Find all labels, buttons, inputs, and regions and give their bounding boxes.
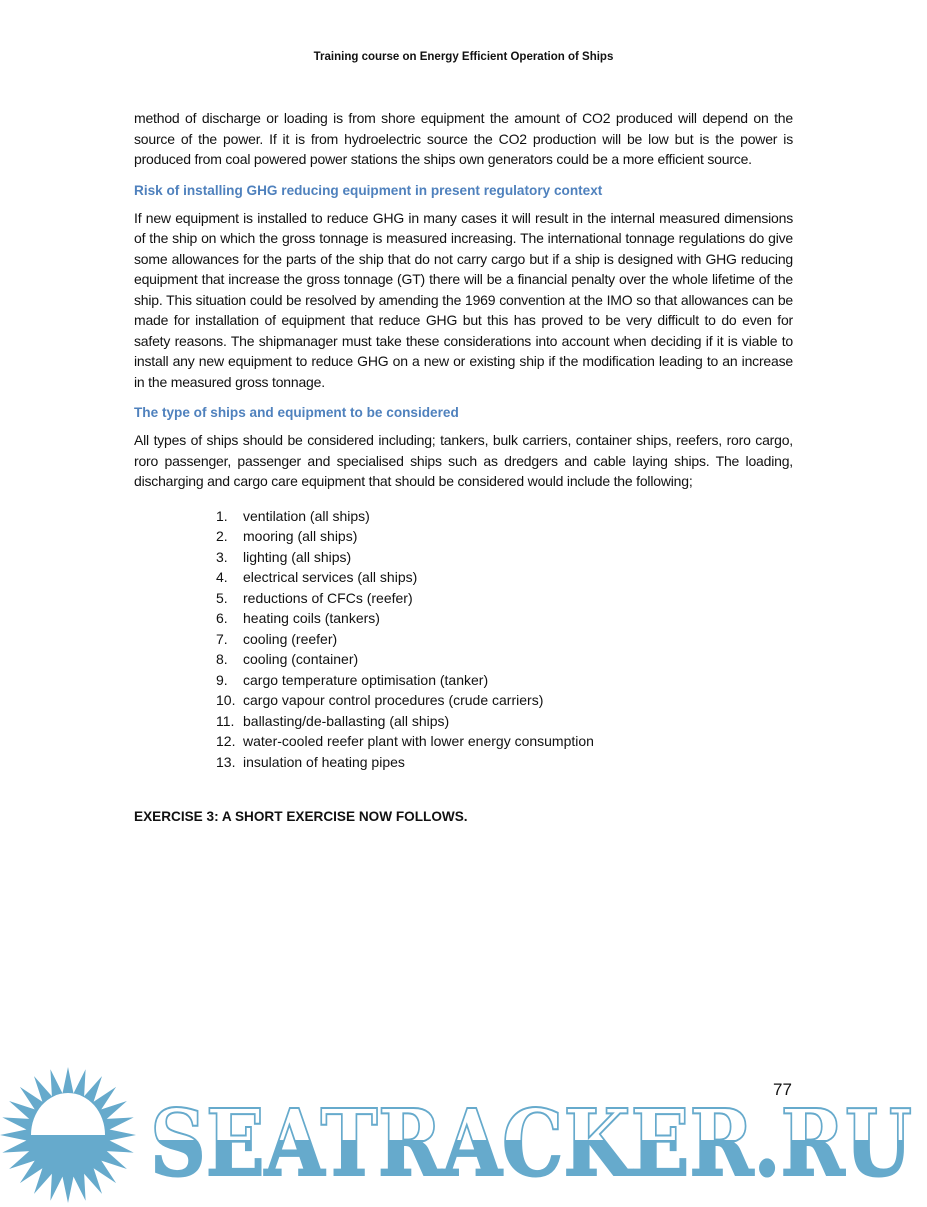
list-number: 4. (216, 569, 228, 585)
list-text: heating coils (tankers) (243, 610, 380, 626)
list-number: 8. (216, 651, 228, 667)
list-number: 9. (216, 671, 228, 688)
list-text: insulation of heating pipes (243, 753, 405, 770)
paragraph-risk (134, 208, 793, 393)
list-item (216, 649, 793, 670)
list-number: 1. (216, 507, 228, 524)
section-heading-ship-types: The type of ships and equipment to be considered (134, 405, 459, 420)
section-heading-risk: Risk of installing GHG reducing equipment in present regulatory context (134, 182, 603, 198)
list-text: cargo vapour control procedures (crude carriers) (243, 692, 544, 708)
list-item (216, 588, 793, 609)
list-item (216, 526, 793, 547)
paragraph-text: method of discharge or loading is from shore equipment the amount of CO2 produced will depend on the source of the power. If it is from hydroelectric source the CO2 production will be low but is the power is produced from coal powered power stations the ships own generators could be a more efficient source. (134, 110, 793, 167)
list-number: 12. (216, 733, 236, 749)
list-item (216, 547, 793, 568)
list-item (216, 670, 793, 691)
list-number: 3. (216, 548, 228, 565)
paragraph-text: If new equipment is installed to reduce GHG in many cases it will result in the internal measured dimensions of the ship on which the gross tonnage is measured increasing. The international tonnage regulations do give some allowances for the parts of the ship that do not carry cargo but if a ship is designed with GHG reducing equipment that increase the gross tonnage (GT) there will be a financial penalty over the whole lifetime of the ship. This situation could be resolved by amending the 1969 convention at the IMO so that allowances can be made for installation of equipment that reduce GHG but this has proved to be very difficult to do even for safety reasons. The shipmanager must take these considerations into account when deciding if it is viable to install any new equipment to reduce GHG on a new or existing ship if the modification leading to an increase in the measured gross tonnage. (134, 209, 793, 390)
list-number: 6. (216, 610, 228, 626)
exercise-note: EXERCISE 3: A SHORT EXERCISE NOW FOLLOWS. (134, 809, 468, 824)
list-number: 13. (216, 753, 236, 770)
list-text: cooling (container) (243, 651, 359, 667)
list-text: water-cooled reefer plant with lower energy consumption (243, 733, 594, 749)
list-item (216, 608, 793, 629)
list-number: 2. (216, 528, 228, 544)
list-item (216, 731, 793, 752)
paragraph-ship-types (134, 430, 793, 492)
list-text: ventilation (all ships) (243, 507, 370, 524)
sun-icon (0, 1067, 136, 1203)
list-text: cargo temperature optimisation (tanker) (243, 671, 489, 688)
list-text: cooling (reefer) (243, 630, 338, 647)
list-item (216, 629, 793, 650)
list-text: reductions of CFCs (reefer) (243, 589, 413, 606)
list-text: ballasting/de-ballasting (all ships) (243, 712, 450, 729)
list-text: lighting (all ships) (243, 548, 352, 565)
list-number: 11. (216, 712, 235, 729)
list-item (216, 752, 793, 773)
paragraph-intro (134, 108, 793, 170)
list-item (216, 690, 793, 711)
list-text: mooring (all ships) (243, 528, 358, 544)
list-number: 7. (216, 630, 228, 647)
equipment-list (216, 506, 793, 773)
list-item (216, 567, 793, 588)
page-number: 77 (773, 1080, 792, 1099)
list-item (216, 711, 793, 732)
list-number: 10. (216, 692, 236, 708)
paragraph-text: All types of ships should be considered including; tankers, bulk carriers, container ships, reefers, roro cargo, roro passenger, passenger and specialised ships such as dredgers and cable laying ships. The loading, discharging and cargo care equipment that should be considered would include the following; (134, 432, 793, 489)
page-body (134, 108, 793, 826)
list-number: 5. (216, 589, 228, 606)
running-header: Training course on Energy Efficient Operation of Ships (313, 51, 614, 63)
list-item (216, 506, 793, 527)
svg-text:SEATRACKER.RU: SEATRACKER.RU (150, 1089, 912, 1197)
list-text: electrical services (all ships) (243, 569, 418, 585)
